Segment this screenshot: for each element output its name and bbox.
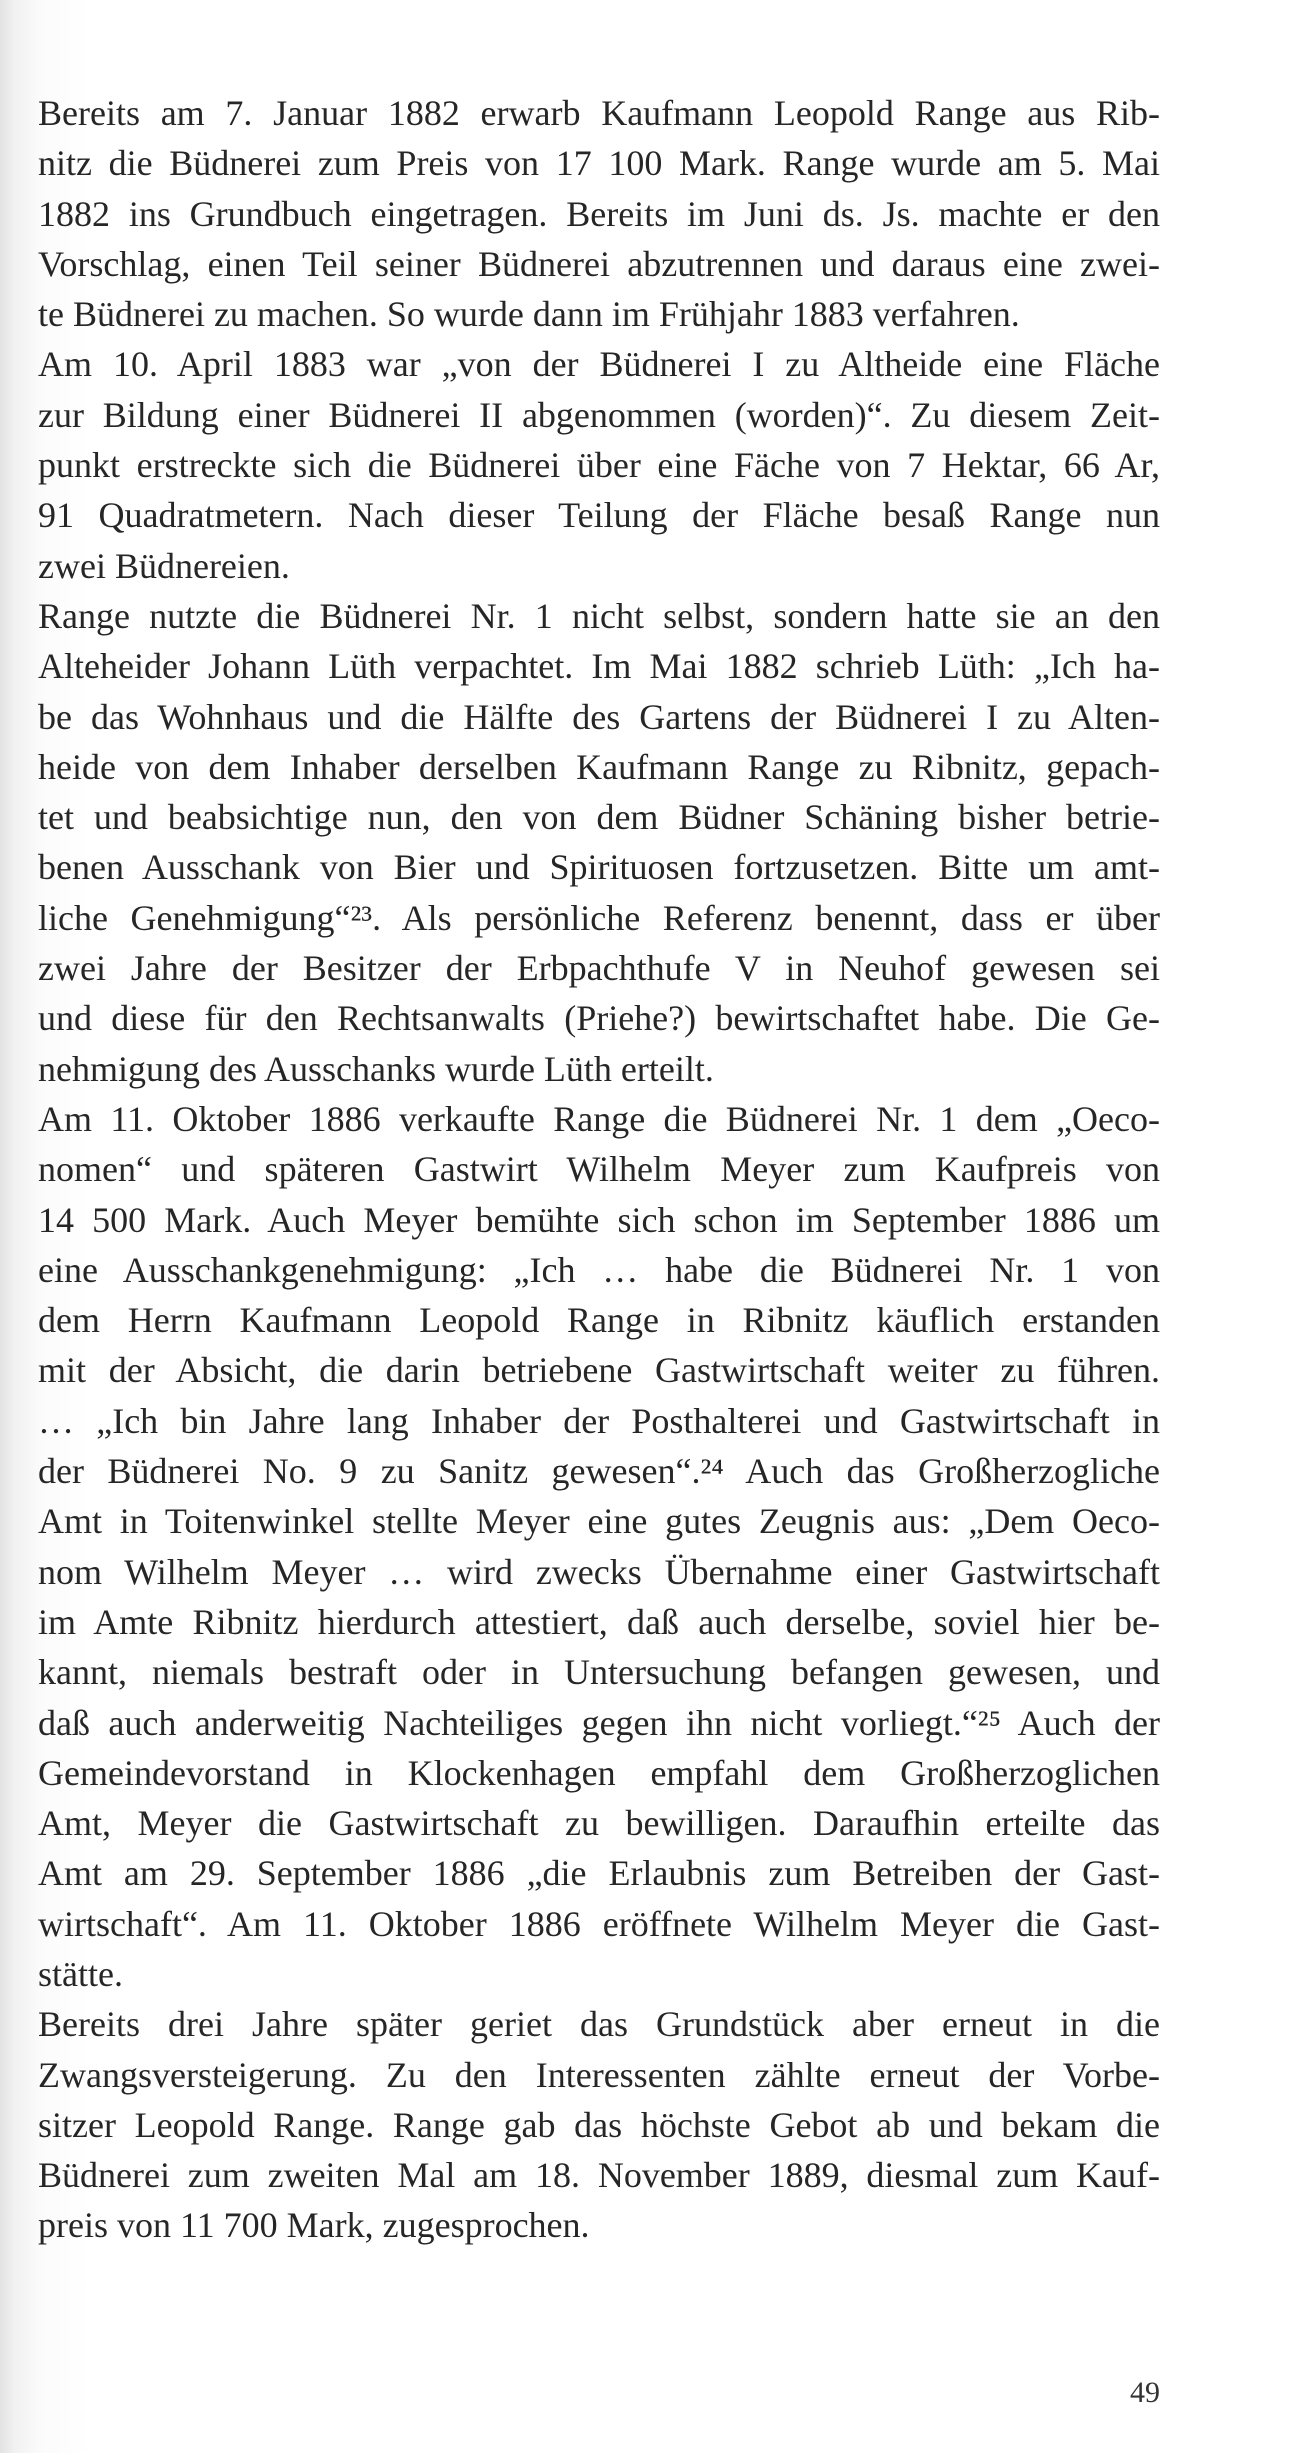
text-line: … „Ich bin Jahre lang Inhaber der Posthalterei und Gastwirtschaft in: [38, 1400, 1160, 1441]
text-line: sitzer Leopold Range. Range gab das höchste Gebot ab und bekam die: [38, 2104, 1160, 2145]
text-line: liche Genehmigung“²³. Als persönliche Referenz benennt, dass er über: [38, 897, 1160, 938]
text-line: Amt, Meyer die Gastwirtschaft zu bewilligen. Daraufhin erteilte das: [38, 1803, 1160, 1844]
text-line: der Büdnerei No. 9 zu Sanitz gewesen“.²⁴ Auch das Großherzogliche: [38, 1451, 1160, 1492]
text-line: Amt in Toitenwinkel stellte Meyer eine gutes Zeugnis aus: „Dem Oeco-: [38, 1501, 1160, 1542]
text-line: nomen“ und späteren Gastwirt Wilhelm Meyer zum Kaufpreis von: [38, 1149, 1160, 1190]
text-line: tet und beabsichtige nun, den von dem Büdner Schäning bisher betrie-: [38, 797, 1160, 838]
text-line: wirtschaft“. Am 11. Oktober 1886 eröffnete Wilhelm Meyer die Gast-: [38, 1903, 1160, 1944]
text-line: eine Ausschankgenehmigung: „Ich … habe die Büdnerei Nr. 1 von: [38, 1249, 1160, 1290]
text-line: punkt erstreckte sich die Büdnerei über eine Fäche von 7 Hektar, 66 Ar,: [38, 445, 1160, 486]
text-line: stätte.: [38, 1953, 123, 1994]
text-line: zur Bildung einer Büdnerei II abgenommen (worden)“. Zu diesem Zeit-: [38, 394, 1160, 435]
body-text: [38, 88, 1160, 2251]
text-line: nitz die Büdnerei zum Preis von 17 100 Mark. Range wurde am 5. Mai: [38, 143, 1160, 184]
text-line: mit der Absicht, die darin betriebene Gastwirtschaft weiter zu führen.: [38, 1350, 1160, 1391]
text-line: Bereits drei Jahre später geriet das Grundstück aber erneut in die: [38, 2004, 1160, 2045]
text-line: im Amte Ribnitz hierdurch attestiert, daß auch derselbe, soviel hier be-: [38, 1601, 1160, 1642]
text-line: Range nutzte die Büdnerei Nr. 1 nicht selbst, sondern hatte sie an den: [38, 595, 1160, 636]
text-line: Am 11. Oktober 1886 verkaufte Range die Büdnerei Nr. 1 dem „Oeco-: [38, 1098, 1160, 1139]
page-number: 49: [1130, 2376, 1160, 2409]
text-line: daß auch anderweitig Nachteiliges gegen ihn nicht vorliegt.“²⁵ Auch der: [38, 1702, 1160, 1743]
text-line: dem Herrn Kaufmann Leopold Range in Ribnitz käuflich erstanden: [38, 1300, 1160, 1341]
text-line: Bereits am 7. Januar 1882 erwarb Kaufmann Leopold Range aus Rib-: [38, 93, 1160, 133]
text-line: Amt am 29. September 1886 „die Erlaubnis zum Betreiben der Gast-: [38, 1853, 1160, 1894]
text-line: und diese für den Rechtsanwalts (Priehe?) bewirtschaftet habe. Die Ge-: [38, 998, 1160, 1039]
text-line: heide von dem Inhaber derselben Kaufmann Range zu Ribnitz, gepach-: [38, 746, 1160, 787]
text-line: 91 Quadratmetern. Nach dieser Teilung der Fläche besaß Range nun: [38, 495, 1160, 536]
text-line: Am 10. April 1883 war „von der Büdnerei I zu Altheide eine Fläche: [38, 344, 1160, 385]
text-line: te Büdnerei zu machen. So wurde dann im Frühjahr 1883 verfahren.: [38, 294, 1020, 335]
text-line: nehmigung des Ausschanks wurde Lüth erteilt.: [38, 1048, 714, 1089]
text-line: Vorschlag, einen Teil seiner Büdnerei abzutrennen und daraus eine zwei-: [38, 243, 1160, 284]
text-line: kannt, niemals bestraft oder in Untersuchung befangen gewesen, und: [38, 1652, 1160, 1693]
text-line: preis von 11 700 Mark, zugesprochen.: [38, 2205, 590, 2246]
text-line: Zwangsversteigerung. Zu den Interessenten zählte erneut der Vorbe-: [38, 2054, 1160, 2095]
text-line: Gemeindevorstand in Klockenhagen empfahl dem Großherzoglichen: [38, 1752, 1160, 1793]
text-line: zwei Büdnereien.: [38, 545, 290, 586]
text-line: nom Wilhelm Meyer … wird zwecks Übernahme einer Gastwirtschaft: [38, 1551, 1160, 1592]
text-line: 1882 ins Grundbuch eingetragen. Bereits im Juni ds. Js. machte er den: [38, 193, 1160, 234]
text-line: be das Wohnhaus und die Hälfte des Gartens der Büdnerei I zu Alten-: [38, 696, 1160, 737]
text-line: 14 500 Mark. Auch Meyer bemühte sich schon im September 1886 um: [38, 1199, 1160, 1240]
text-line: Alteheider Johann Lüth verpachtet. Im Mai 1882 schrieb Lüth: „Ich ha-: [38, 646, 1160, 687]
text-line: zwei Jahre der Besitzer der Erbpachthufe V in Neuhof gewesen sei: [38, 948, 1160, 989]
text-line: benen Ausschank von Bier und Spirituosen fortzusetzen. Bitte um amt-: [38, 847, 1160, 888]
text-line: Büdnerei zum zweiten Mal am 18. November 1889, diesmal zum Kauf-: [38, 2155, 1160, 2196]
